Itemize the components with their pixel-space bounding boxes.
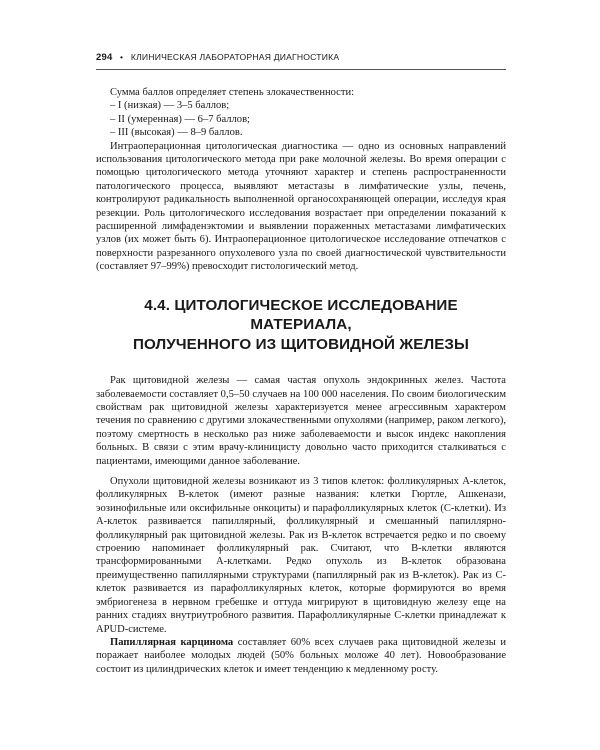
section-heading	[96, 296, 506, 355]
header-divider	[96, 69, 506, 70]
papillary-carcinoma-term: Папиллярная карцинома	[110, 636, 234, 648]
grade-item-low: – I (низкая) — 3–5 баллов;	[110, 100, 230, 112]
papillary-carcinoma-paragraph	[96, 636, 506, 676]
tumor-origin-paragraph: Опухоли щитовидной железы возникают из 3 типов клеток: фолликулярных А-клеток, фолликулярных В-клеток (имеют разные названия: клетки Гюртле, Ашкенази, эозинофильные или оксифильные онкоциты) и парафолликулярных клеток (С-клетки). Из А-клеток развивается папиллярный, фолликулярный и смешанный папиллярно-фолликулярный рак щитовидной железы. Рак из В-клеток встречается редко и по своему строению напоминает фолликулярный рак. Считают, что В-клетки являются трансформированными А-клетками. Редко опухоль из В-клеток образована преимущественно папиллярными структурами (папиллярный рак из В-клеток). Рак из С-клеток развивается из парафолликулярных клеток, которые формируются во время эмбриогенеза в нервном гребешке и оттуда мигрируют в щитовидную железу еще на ранних стадиях внутриутробного развития. Парафолликулярные С-клетки принадлежат к APUD-системе.	[96, 476, 506, 635]
section-heading-line2: ПОЛУЧЕННОГО ИЗ ЩИТОВИДНОЙ ЖЕЛЕЗЫ	[132, 335, 470, 353]
score-sentence: Сумма баллов определяет степень злокачественности:	[110, 87, 355, 98]
header-bullet: •	[120, 52, 124, 62]
thyroid-cancer-paragraph: Рак щитовидной железы — самая частая опухоль эндокринных желез. Частота заболеваемости составляет 0,5–50 случаев на 100 000 населения. По своим биологическим свойствам рак щитовидной железы характеризуется менее агрессивным характером течения по сравнению с другими злокачественными опухолями (например, раком легкого), поэтому смертность в несколько раз ниже заболеваемости и высок индекс накопления больных. В связи с этим врачу-клиницисту довольно часто приходится сталкиваться с пациентами, имеющими данное заболевание.	[96, 375, 506, 467]
grade-item-moderate: – II (умеренная) — 6–7 баллов;	[110, 113, 250, 125]
grade-item-high: – III (высокая) — 8–9 баллов.	[110, 127, 243, 139]
page-body	[96, 86, 506, 676]
intraoperative-paragraph: Интраоперационная цитологическая диагностика — одно из основных направлений использования цитологического метода при раке молочной железы. Во время операции с помощью цитологического метода уточняют характер и степень распространенности патологического процесса, выявляют метастазы в лимфатические узлы, печень, контролируют радикальность выполненной органосохраняющей операции, исследуя края резекции. Роль цитологического исследования возрастает при определении показаний к расширенной лимфаденэктомии и выявлении пораженных метастазами лимфатических узлов (их может быть 6). Интраоперационное цитологическое исследование отпечатков с поверхности разрезанного опухолевого узла по своей диагностической чувствительности (составляет 97–99%) превосходит гистологический метод.	[96, 140, 506, 273]
grade-list	[96, 99, 506, 139]
running-header	[96, 52, 506, 68]
running-title: КЛИНИЧЕСКАЯ ЛАБОРАТОРНАЯ ДИАГНОСТИКА	[130, 52, 340, 62]
page-number: 294	[96, 52, 113, 63]
section-heading-line1: 4.4. ЦИТОЛОГИЧЕСКОЕ ИССЛЕДОВАНИЕ МАТЕРИАЛА,	[144, 296, 458, 334]
papillary-carcinoma-text: составляет 60% всех случаев рака щитовидной железы и поражает наиболее молодых людей (50% больных моложе 40 лет). Новообразование состоит из цилиндрических клеток и имеет тенденцию к медленному росту.	[96, 636, 506, 675]
